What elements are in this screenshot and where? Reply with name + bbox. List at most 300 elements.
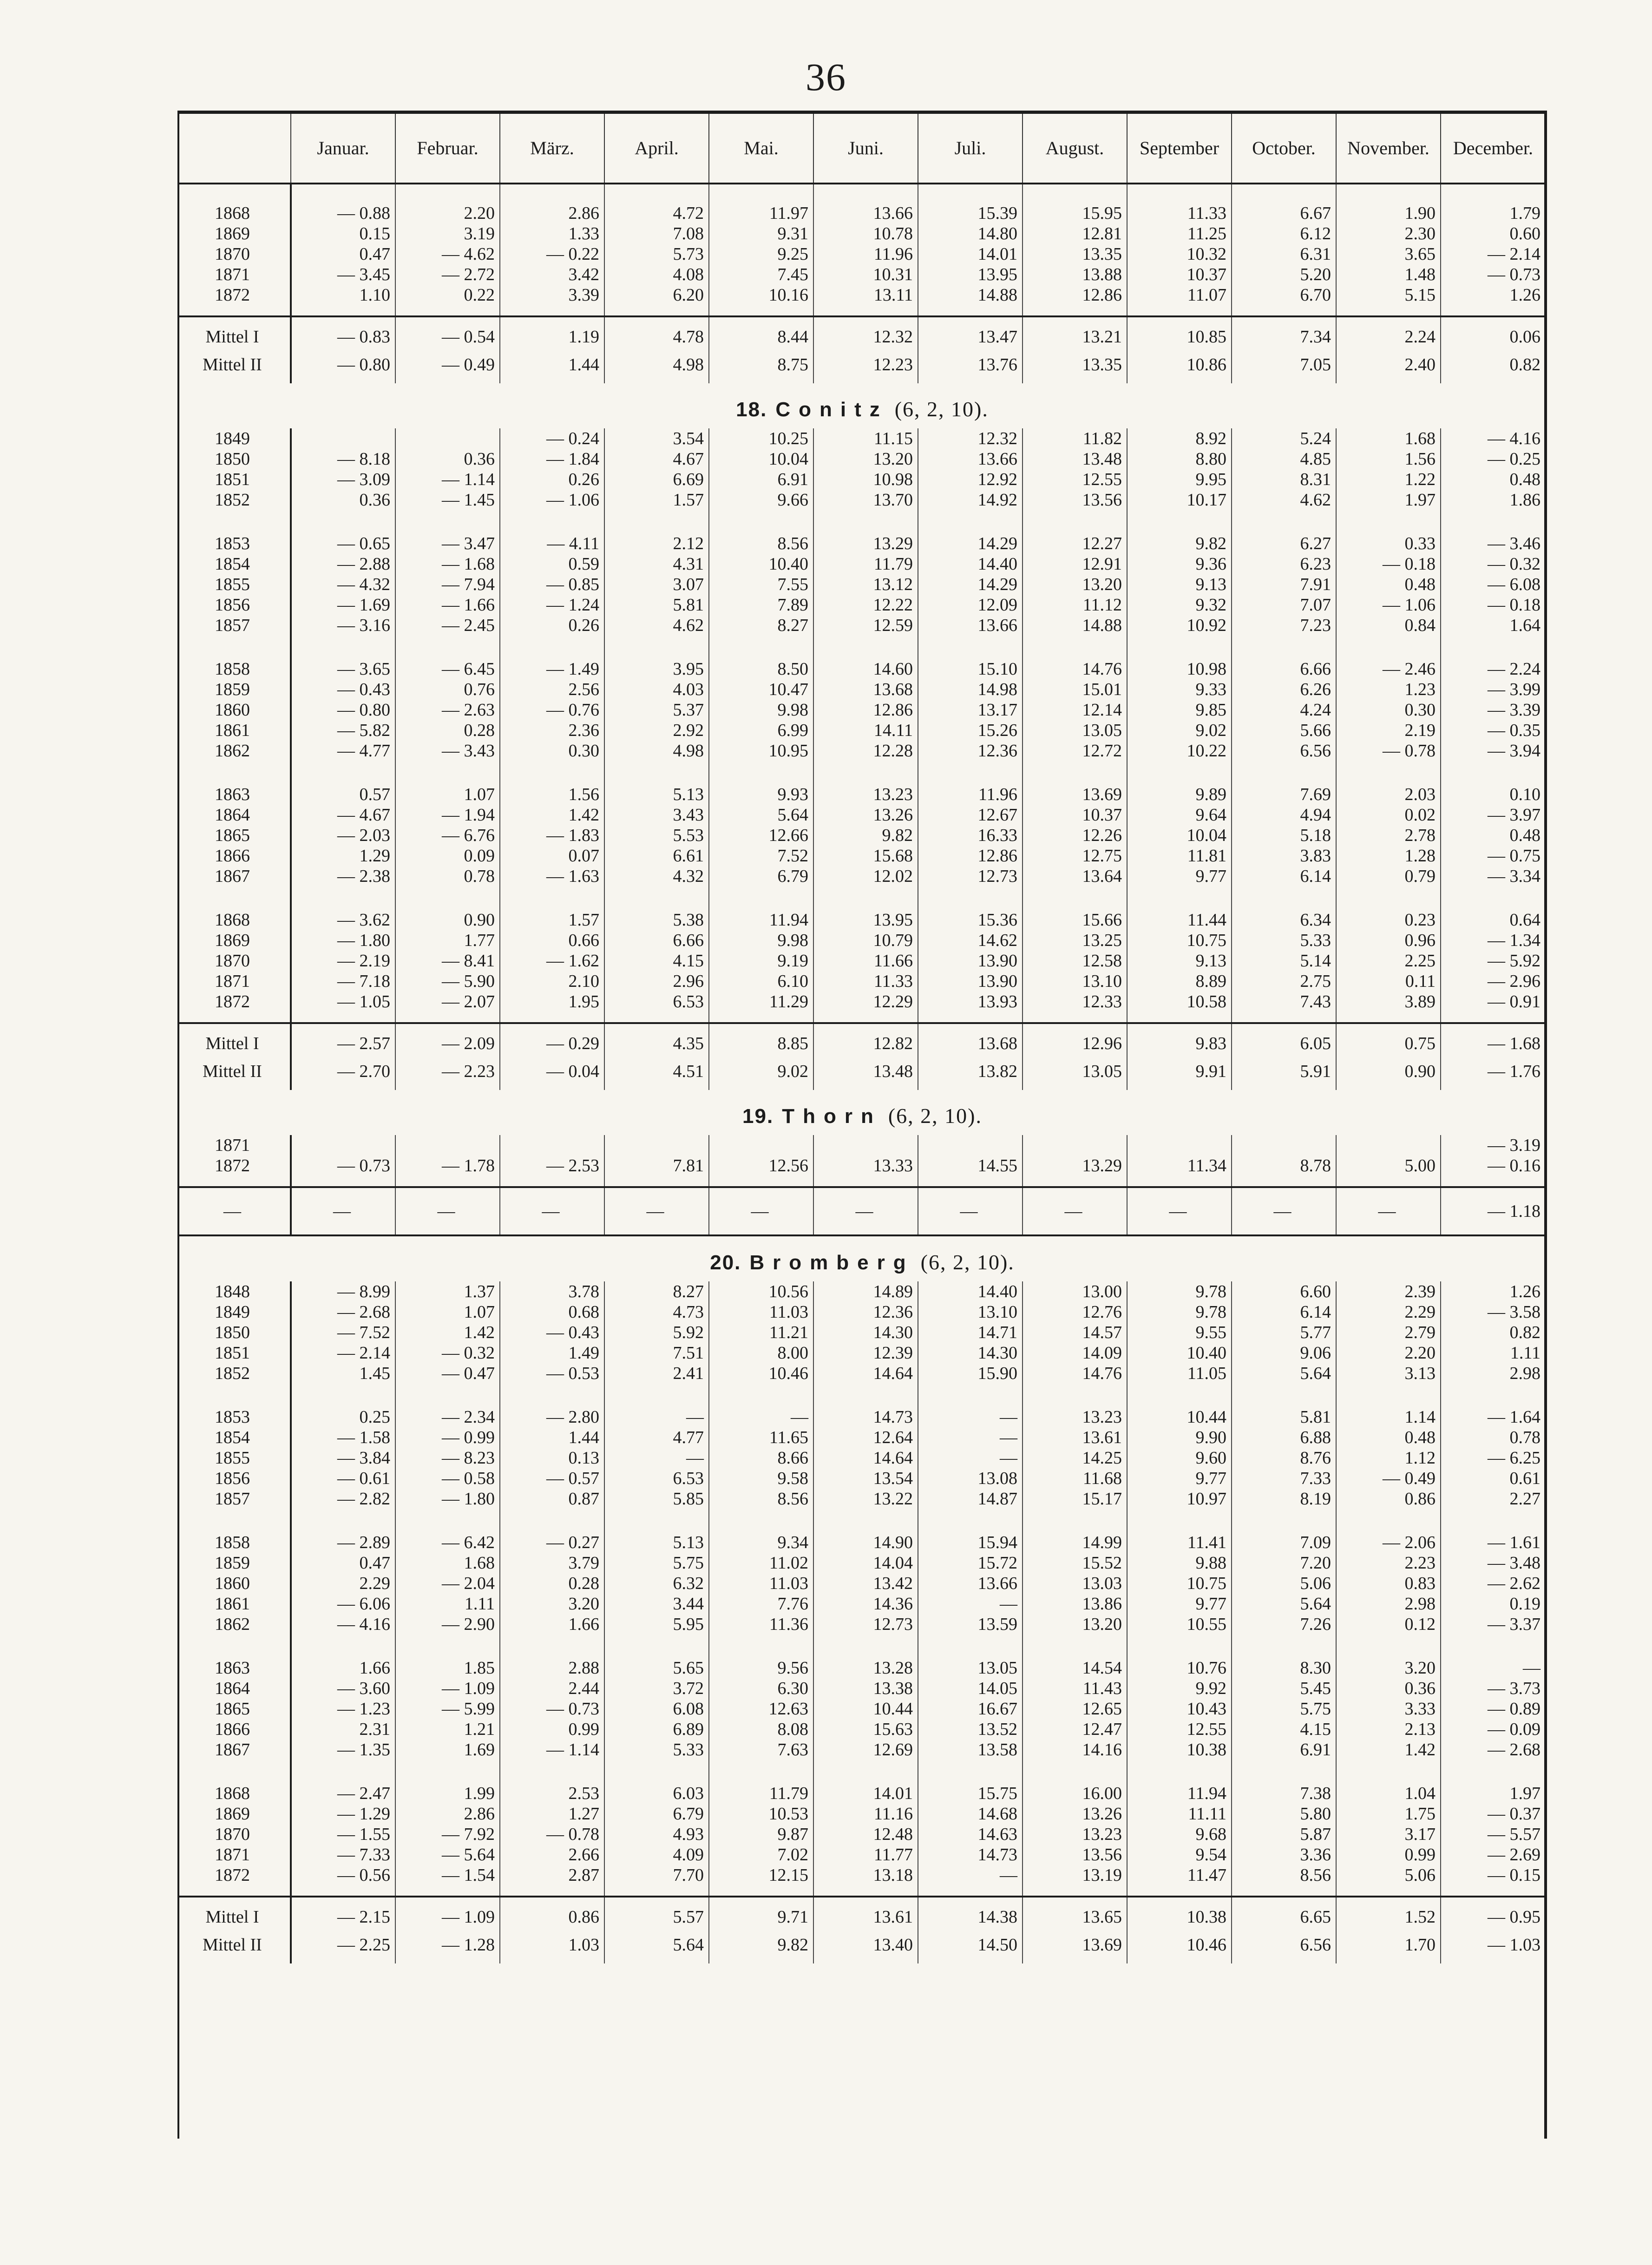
- mean-value-cell: 5.57: [604, 1897, 709, 1931]
- value-cell: 9.33: [1127, 679, 1232, 700]
- value-cell: 0.87: [500, 1489, 604, 1519]
- value-cell: — 1.06: [1336, 595, 1441, 615]
- value-cell: 12.33: [1023, 991, 1127, 1023]
- value-cell: 11.29: [709, 991, 813, 1023]
- value-cell: 10.98: [813, 469, 918, 490]
- mean-value-cell: — 0.83: [291, 316, 395, 351]
- value-cell: 9.32: [1127, 595, 1232, 615]
- value-cell: — 0.65: [291, 520, 395, 554]
- value-cell: 8.27: [709, 615, 813, 646]
- table-row: [179, 1302, 1545, 1322]
- value-cell: 3.83: [1232, 846, 1336, 866]
- value-cell: 13.66: [918, 615, 1023, 646]
- value-cell: — 0.56: [291, 1865, 395, 1897]
- mean-value-cell: 13.21: [1023, 316, 1127, 351]
- value-cell: 1.28: [1336, 846, 1441, 866]
- dash-cell: —: [1127, 1187, 1232, 1235]
- value-cell: 5.75: [1232, 1699, 1336, 1719]
- value-cell: 9.78: [1127, 1281, 1232, 1302]
- value-cell: 13.54: [813, 1468, 918, 1489]
- value-cell: 13.29: [1023, 1155, 1127, 1187]
- value-cell: 1.26: [1441, 1281, 1545, 1302]
- value-cell: 13.08: [918, 1468, 1023, 1489]
- value-cell: 1.68: [1336, 428, 1441, 449]
- station-params: (6, 2, 10).: [894, 397, 989, 421]
- value-cell: — 8.41: [395, 951, 500, 971]
- value-cell: 1.29: [291, 846, 395, 866]
- value-cell: —: [918, 1865, 1023, 1897]
- value-cell: — 0.47: [395, 1363, 500, 1394]
- value-cell: 10.22: [1127, 741, 1232, 771]
- year-cell: 1864: [179, 1678, 291, 1699]
- value-cell: 10.40: [709, 554, 813, 574]
- value-cell: 6.66: [604, 930, 709, 951]
- value-cell: 0.68: [500, 1302, 604, 1322]
- value-cell: 13.70: [813, 490, 918, 520]
- value-cell: 12.86: [1023, 285, 1127, 316]
- value-cell: 12.75: [1023, 846, 1127, 866]
- header-month: December.: [1441, 114, 1545, 184]
- value-cell: 10.79: [813, 930, 918, 951]
- value-cell: — 1.61: [1441, 1519, 1545, 1553]
- value-cell: 6.32: [604, 1573, 709, 1594]
- value-cell: 2.92: [604, 720, 709, 741]
- value-cell: 9.06: [1232, 1343, 1336, 1363]
- value-cell: 12.59: [813, 615, 918, 646]
- value-cell: 0.90: [395, 897, 500, 930]
- value-cell: 7.43: [1232, 991, 1336, 1023]
- value-cell: 14.73: [918, 1845, 1023, 1865]
- value-cell: — 2.68: [291, 1302, 395, 1322]
- mean-value-cell: 1.19: [500, 316, 604, 351]
- value-cell: 0.59: [500, 554, 604, 574]
- mean-value-cell: 13.47: [918, 316, 1023, 351]
- header-month: Januar.: [291, 114, 395, 184]
- value-cell: — 0.18: [1441, 595, 1545, 615]
- value-cell: 1.27: [500, 1804, 604, 1824]
- value-cell: — 5.64: [395, 1845, 500, 1865]
- mean-value-cell: 13.69: [1023, 1931, 1127, 1963]
- value-cell: 14.40: [918, 1281, 1023, 1302]
- value-cell: 11.12: [1023, 595, 1127, 615]
- value-cell: 2.44: [500, 1678, 604, 1699]
- year-cell: 1849: [179, 1302, 291, 1322]
- mean-value-cell: 14.50: [918, 1931, 1023, 1963]
- value-cell: 11.79: [813, 554, 918, 574]
- dash-cell: —: [395, 1187, 500, 1235]
- value-cell: 14.29: [918, 520, 1023, 554]
- value-cell: 6.69: [604, 469, 709, 490]
- value-cell: — 3.60: [291, 1678, 395, 1699]
- value-cell: 12.36: [918, 741, 1023, 771]
- value-cell: 7.70: [604, 1865, 709, 1897]
- value-cell: 1.97: [1336, 490, 1441, 520]
- value-cell: 8.89: [1127, 971, 1232, 991]
- table-row: [179, 897, 1545, 930]
- header-month: März.: [500, 114, 604, 184]
- mean-value-cell: — 2.23: [395, 1057, 500, 1090]
- mean-value-cell: 13.65: [1023, 1897, 1127, 1931]
- value-cell: 9.25: [709, 244, 813, 264]
- year-cell: 1855: [179, 574, 291, 595]
- value-cell: 13.59: [918, 1614, 1023, 1645]
- mean-value-cell: 1.70: [1336, 1931, 1441, 1963]
- value-cell: 15.17: [1023, 1489, 1127, 1519]
- mean-label: Mittel II: [179, 1057, 291, 1090]
- mean-value-cell: — 2.70: [291, 1057, 395, 1090]
- value-cell: 6.53: [604, 991, 709, 1023]
- value-cell: 0.48: [1441, 469, 1545, 490]
- mean-label: Mittel I: [179, 1023, 291, 1057]
- value-cell: 0.99: [500, 1719, 604, 1740]
- value-cell: 1.90: [1336, 184, 1441, 223]
- value-cell: —: [709, 1394, 813, 1427]
- table-row: [179, 244, 1545, 264]
- mean-value-cell: 4.98: [604, 351, 709, 383]
- value-cell: 10.16: [709, 285, 813, 316]
- year-cell: 1850: [179, 1322, 291, 1343]
- value-cell: 11.94: [709, 897, 813, 930]
- year-cell: 1872: [179, 1865, 291, 1897]
- value-cell: 14.55: [918, 1155, 1023, 1187]
- value-cell: — 0.24: [500, 428, 604, 449]
- value-cell: 2.78: [1336, 825, 1441, 846]
- table-row: [179, 866, 1545, 897]
- value-cell: 13.05: [918, 1645, 1023, 1678]
- value-cell: 15.36: [918, 897, 1023, 930]
- value-cell: [918, 1135, 1023, 1155]
- value-cell: 5.95: [604, 1614, 709, 1645]
- value-cell: [813, 1135, 918, 1155]
- value-cell: 13.48: [1023, 449, 1127, 469]
- value-cell: 14.36: [813, 1594, 918, 1614]
- value-cell: 8.00: [709, 1343, 813, 1363]
- value-cell: — 3.45: [291, 264, 395, 285]
- value-cell: 13.29: [813, 520, 918, 554]
- table-row: [179, 741, 1545, 771]
- value-cell: 8.76: [1232, 1448, 1336, 1468]
- value-cell: 0.48: [1441, 825, 1545, 846]
- value-cell: — 5.82: [291, 720, 395, 741]
- value-cell: 9.90: [1127, 1427, 1232, 1448]
- mean-row: [179, 351, 1545, 383]
- value-cell: — 4.16: [291, 1614, 395, 1645]
- value-cell: 13.33: [813, 1155, 918, 1187]
- value-cell: 6.79: [709, 866, 813, 897]
- value-cell: — 5.99: [395, 1699, 500, 1719]
- value-cell: 7.76: [709, 1594, 813, 1614]
- value-cell: 0.84: [1336, 615, 1441, 646]
- table-row: [179, 554, 1545, 574]
- table-row: [179, 184, 1545, 223]
- value-cell: [291, 428, 395, 449]
- value-cell: 10.78: [813, 223, 918, 244]
- mean-value-cell: 9.02: [709, 1057, 813, 1090]
- mean-value-cell: 13.76: [918, 351, 1023, 383]
- table-row: [179, 846, 1545, 866]
- mean-value-cell: 10.86: [1127, 351, 1232, 383]
- value-cell: 4.73: [604, 1302, 709, 1322]
- value-cell: 3.07: [604, 574, 709, 595]
- value-cell: — 0.27: [500, 1519, 604, 1553]
- value-cell: 0.10: [1441, 771, 1545, 805]
- header-month: Februar.: [395, 114, 500, 184]
- value-cell: 10.92: [1127, 615, 1232, 646]
- mean-value-cell: — 0.49: [395, 351, 500, 383]
- value-cell: 1.42: [500, 805, 604, 825]
- value-cell: 14.63: [918, 1824, 1023, 1845]
- value-cell: — 1.69: [291, 595, 395, 615]
- mean-value-cell: 7.34: [1232, 316, 1336, 351]
- value-cell: 5.13: [604, 771, 709, 805]
- value-cell: 13.90: [918, 951, 1023, 971]
- dash-cell: — 1.18: [1441, 1187, 1545, 1235]
- value-cell: 1.64: [1441, 615, 1545, 646]
- value-cell: — 3.09: [291, 469, 395, 490]
- table-row: [179, 1155, 1545, 1187]
- value-cell: 11.33: [1127, 184, 1232, 223]
- value-cell: 3.39: [500, 285, 604, 316]
- year-cell: 1869: [179, 223, 291, 244]
- value-cell: — 2.47: [291, 1770, 395, 1804]
- value-cell: 5.00: [1336, 1155, 1441, 1187]
- value-cell: — 2.72: [395, 264, 500, 285]
- value-cell: 14.71: [918, 1322, 1023, 1343]
- year-cell: 1870: [179, 951, 291, 971]
- value-cell: 11.82: [1023, 428, 1127, 449]
- table-row: [179, 1678, 1545, 1699]
- value-cell: 12.09: [918, 595, 1023, 615]
- value-cell: 7.02: [709, 1845, 813, 1865]
- value-cell: 4.32: [604, 866, 709, 897]
- header-month: April.: [604, 114, 709, 184]
- value-cell: 12.63: [709, 1699, 813, 1719]
- value-cell: — 0.18: [1336, 554, 1441, 574]
- value-cell: 14.90: [813, 1519, 918, 1553]
- value-cell: 4.31: [604, 554, 709, 574]
- table-row: [179, 1824, 1545, 1845]
- value-cell: — 1.06: [500, 490, 604, 520]
- value-cell: — 1.05: [291, 991, 395, 1023]
- year-cell: 1868: [179, 184, 291, 223]
- value-cell: [395, 1135, 500, 1155]
- value-cell: 14.88: [1023, 615, 1127, 646]
- table-row: [179, 1363, 1545, 1394]
- value-cell: 2.86: [500, 184, 604, 223]
- value-cell: 5.24: [1232, 428, 1336, 449]
- year-cell: 1863: [179, 1645, 291, 1678]
- value-cell: 13.88: [1023, 264, 1127, 285]
- value-cell: 10.40: [1127, 1343, 1232, 1363]
- value-cell: 0.36: [291, 490, 395, 520]
- value-cell: 9.93: [709, 771, 813, 805]
- value-cell: 14.98: [918, 679, 1023, 700]
- value-cell: 7.20: [1232, 1553, 1336, 1573]
- value-cell: 1.99: [395, 1770, 500, 1804]
- year-cell: 1852: [179, 1363, 291, 1394]
- value-cell: 4.67: [604, 449, 709, 469]
- value-cell: 0.30: [500, 741, 604, 771]
- value-cell: 2.79: [1336, 1322, 1441, 1343]
- value-cell: 9.88: [1127, 1553, 1232, 1573]
- value-cell: 5.33: [1232, 930, 1336, 951]
- value-cell: 1.22: [1336, 469, 1441, 490]
- header-month: Juli.: [918, 114, 1023, 184]
- value-cell: 5.85: [604, 1489, 709, 1519]
- station-heading-row: [179, 383, 1545, 428]
- value-cell: 11.43: [1023, 1678, 1127, 1699]
- mean-value-cell: 0.06: [1441, 316, 1545, 351]
- value-cell: 1.37: [395, 1281, 500, 1302]
- value-cell: 12.64: [813, 1427, 918, 1448]
- year-cell: 1867: [179, 866, 291, 897]
- station-heading-row: [179, 1235, 1545, 1281]
- value-cell: 10.31: [813, 264, 918, 285]
- value-cell: 2.20: [395, 184, 500, 223]
- value-cell: 14.11: [813, 720, 918, 741]
- value-cell: 0.47: [291, 1553, 395, 1573]
- value-cell: — 0.09: [1441, 1719, 1545, 1740]
- value-cell: 12.39: [813, 1343, 918, 1363]
- value-cell: — 2.63: [395, 700, 500, 720]
- value-cell: 12.72: [1023, 741, 1127, 771]
- value-cell: 13.19: [1023, 1865, 1127, 1897]
- value-cell: — 2.38: [291, 866, 395, 897]
- value-cell: —: [918, 1394, 1023, 1427]
- mean-value-cell: 12.23: [813, 351, 918, 383]
- value-cell: — 0.15: [1441, 1865, 1545, 1897]
- value-cell: 6.91: [709, 469, 813, 490]
- value-cell: 0.09: [395, 846, 500, 866]
- value-cell: 6.08: [604, 1699, 709, 1719]
- value-cell: 7.63: [709, 1740, 813, 1770]
- value-cell: —: [918, 1427, 1023, 1448]
- value-cell: — 4.16: [1441, 428, 1545, 449]
- value-cell: 14.01: [813, 1770, 918, 1804]
- value-cell: 8.30: [1232, 1645, 1336, 1678]
- table-row: [179, 1865, 1545, 1897]
- year-cell: 1864: [179, 805, 291, 825]
- value-cell: 1.11: [1441, 1343, 1545, 1363]
- value-cell: 9.92: [1127, 1678, 1232, 1699]
- value-cell: 15.63: [813, 1719, 918, 1740]
- table-row: [179, 679, 1545, 700]
- mean-row: [179, 1057, 1545, 1090]
- value-cell: 10.53: [709, 1804, 813, 1824]
- value-cell: 14.62: [918, 930, 1023, 951]
- value-cell: 10.32: [1127, 244, 1232, 264]
- value-cell: — 3.99: [1441, 679, 1545, 700]
- value-cell: 9.66: [709, 490, 813, 520]
- value-cell: 11.66: [813, 951, 918, 971]
- value-cell: [1023, 1135, 1127, 1155]
- year-cell: 1869: [179, 1804, 291, 1824]
- station-number: 20.: [710, 1251, 741, 1274]
- value-cell: — 2.19: [291, 951, 395, 971]
- value-cell: — 1.34: [1441, 930, 1545, 951]
- value-cell: 15.10: [918, 646, 1023, 679]
- value-cell: — 6.42: [395, 1519, 500, 1553]
- value-cell: 3.42: [500, 264, 604, 285]
- value-cell: 1.10: [291, 285, 395, 316]
- value-cell: —: [604, 1394, 709, 1427]
- year-cell: 1872: [179, 991, 291, 1023]
- year-cell: 1850: [179, 449, 291, 469]
- station-number: 19.: [742, 1105, 774, 1128]
- value-cell: 15.94: [918, 1519, 1023, 1553]
- value-cell: 4.77: [604, 1427, 709, 1448]
- mean-value-cell: 13.61: [813, 1897, 918, 1931]
- value-cell: 14.30: [918, 1343, 1023, 1363]
- value-cell: 12.67: [918, 805, 1023, 825]
- value-cell: 1.45: [291, 1363, 395, 1394]
- value-cell: 7.08: [604, 223, 709, 244]
- year-cell: 1856: [179, 595, 291, 615]
- value-cell: 12.73: [918, 866, 1023, 897]
- station-params: (6, 2, 10).: [888, 1104, 982, 1128]
- value-cell: 14.89: [813, 1281, 918, 1302]
- value-cell: — 1.64: [1441, 1394, 1545, 1427]
- value-cell: 11.94: [1127, 1770, 1232, 1804]
- value-cell: — 2.80: [500, 1394, 604, 1427]
- value-cell: 14.16: [1023, 1740, 1127, 1770]
- value-cell: 5.37: [604, 700, 709, 720]
- value-cell: 12.47: [1023, 1719, 1127, 1740]
- value-cell: 1.66: [500, 1614, 604, 1645]
- dash-cell: —: [709, 1187, 813, 1235]
- value-cell: 9.68: [1127, 1824, 1232, 1845]
- year-cell: 1861: [179, 1594, 291, 1614]
- value-cell: — 0.35: [1441, 720, 1545, 741]
- mean-value-cell: — 1.76: [1441, 1057, 1545, 1090]
- value-cell: 7.51: [604, 1343, 709, 1363]
- value-cell: 13.20: [813, 449, 918, 469]
- value-cell: 13.25: [1023, 930, 1127, 951]
- value-cell: 3.78: [500, 1281, 604, 1302]
- value-cell: 7.91: [1232, 574, 1336, 595]
- value-cell: — 4.32: [291, 574, 395, 595]
- value-cell: 10.04: [709, 449, 813, 469]
- mean-value-cell: 0.90: [1336, 1057, 1441, 1090]
- value-cell: 0.11: [1336, 971, 1441, 991]
- value-cell: — 3.46: [1441, 520, 1545, 554]
- table-row: [179, 1553, 1545, 1573]
- value-cell: 0.25: [291, 1394, 395, 1427]
- value-cell: 7.45: [709, 264, 813, 285]
- year-cell: 1855: [179, 1448, 291, 1468]
- value-cell: 14.40: [918, 554, 1023, 574]
- value-cell: — 1.84: [500, 449, 604, 469]
- value-cell: 1.66: [291, 1645, 395, 1678]
- value-cell: 9.77: [1127, 1468, 1232, 1489]
- value-cell: 11.77: [813, 1845, 918, 1865]
- value-cell: 5.45: [1232, 1678, 1336, 1699]
- value-cell: 15.01: [1023, 679, 1127, 700]
- value-cell: 11.11: [1127, 1804, 1232, 1824]
- mean-value-cell: 14.38: [918, 1897, 1023, 1931]
- year-cell: 1854: [179, 554, 291, 574]
- value-cell: 2.86: [395, 1804, 500, 1824]
- value-cell: — 3.65: [291, 646, 395, 679]
- monthly-temperature-table: [179, 114, 1545, 1963]
- value-cell: 13.68: [813, 679, 918, 700]
- value-cell: — 2.06: [1336, 1519, 1441, 1553]
- value-cell: 0.28: [395, 720, 500, 741]
- value-cell: [1232, 1135, 1336, 1155]
- value-cell: 15.39: [918, 184, 1023, 223]
- year-cell: 1867: [179, 1740, 291, 1770]
- value-cell: 6.03: [604, 1770, 709, 1804]
